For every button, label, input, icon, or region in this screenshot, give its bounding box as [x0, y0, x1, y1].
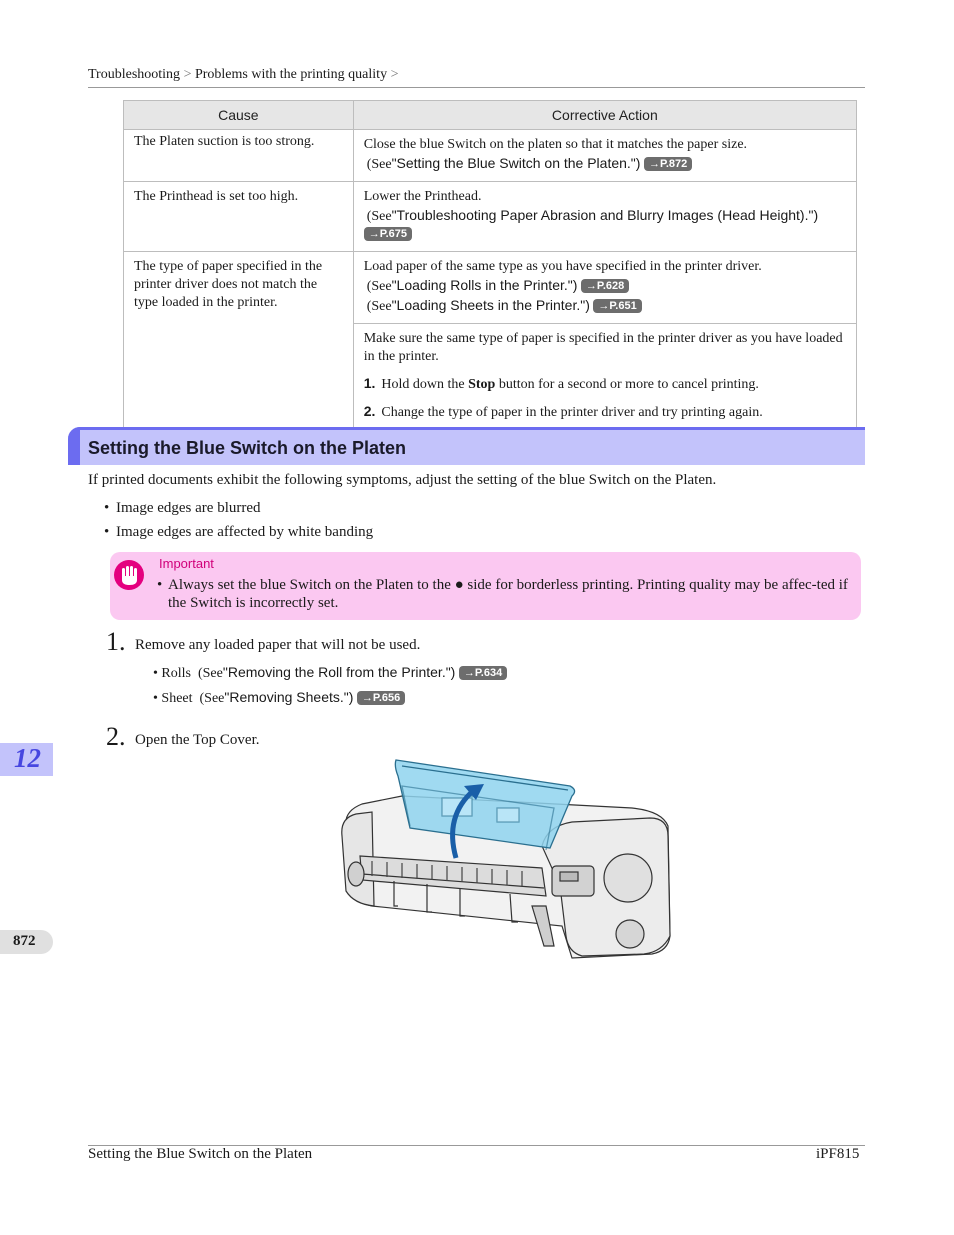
page-number: 872 [13, 933, 36, 949]
sub-step [364, 374, 847, 394]
reference-link[interactable]: "Setting the Blue Switch on the Platen.") [391, 155, 641, 171]
breadcrumb-printing-quality[interactable]: Problems with the printing quality [194, 67, 388, 82]
see-prefix: (See [197, 666, 223, 681]
reference-link[interactable]: "Loading Sheets in the Printer.") [391, 297, 590, 313]
section-title: Setting the Blue Switch on the Platen [88, 438, 407, 458]
bullet-icon: • [104, 500, 110, 516]
important-text [157, 576, 857, 612]
printer-open-cover-illustration [332, 756, 672, 962]
bullet-icon: • [153, 691, 158, 706]
action-cell [353, 182, 856, 252]
see-reference [364, 206, 847, 226]
see-prefix: (See [366, 157, 392, 172]
important-notice [110, 552, 861, 620]
page-link-badge[interactable]: →P.872 [644, 157, 692, 171]
table-header-row [124, 101, 857, 130]
see-prefix: (See [199, 691, 225, 706]
action-cell [353, 324, 856, 431]
footer-section-title: Setting the Blue Switch on the Platen [88, 1146, 313, 1162]
section-accent-bar [68, 427, 80, 465]
cause-cell: The Platen suction is too strong. [124, 130, 354, 182]
stop-button-name: Stop [468, 377, 496, 392]
see-reference [364, 276, 847, 296]
reference-link[interactable]: "Loading Rolls in the Printer.") [391, 277, 578, 293]
bullet-icon: • [153, 666, 158, 681]
list-item [153, 689, 405, 707]
header-rule [88, 87, 865, 88]
breadcrumb-separator: > [390, 67, 399, 82]
action-text: Make sure the same type of paper is specified in the printer driver as you have loaded in the printer. [363, 331, 843, 364]
cause-cell: The Printhead is set too high. [124, 182, 354, 252]
step-number: 1. [106, 627, 126, 656]
sub-step-number: 2. [363, 403, 376, 419]
see-prefix: (See [366, 299, 392, 314]
step-number: 2. [106, 722, 126, 751]
see-prefix: (See [366, 279, 392, 294]
action-text: Close the blue Switch on the platen so that it matches the paper size. [363, 137, 748, 152]
page-number-tab [0, 930, 53, 954]
cause-cell: The type of paper specified in the printer driver does not match the type loaded in the printer. [124, 252, 354, 431]
step-text: Remove any loaded paper that will not be used. [135, 637, 421, 653]
action-cell [353, 252, 856, 324]
stop-hand-icon [114, 560, 144, 590]
sub-step [364, 402, 847, 422]
page-link-badge[interactable]: →P.628 [581, 279, 629, 293]
sub-step-text: button for a second or more to cancel printing. [498, 377, 759, 392]
cause-action-table [123, 100, 857, 432]
action-text: Lower the Printhead. [363, 189, 482, 204]
see-reference [364, 154, 847, 174]
page-link-badge[interactable]: →P.656 [357, 691, 405, 705]
table-row [124, 182, 857, 252]
table-row [124, 130, 857, 182]
intro-paragraph: If printed documents exhibit the following symptoms, adjust the setting of the blue Switch on the Platen. [88, 472, 717, 488]
action-text: Load paper of the same type as you have specified in the printer driver. [363, 259, 762, 274]
see-prefix: (See [366, 209, 392, 224]
important-body: Always set the blue Switch on the Platen to the ● side for borderless printing. Printing quality may be affec-ted if the Switch is incorrectly set. [168, 577, 848, 611]
header-corrective-action: Corrective Action [353, 101, 856, 130]
section-heading [68, 427, 865, 465]
page-link-badge[interactable]: →P.634 [459, 666, 507, 680]
breadcrumb [88, 67, 398, 83]
list-item [104, 524, 373, 541]
bullet-icon: • [104, 524, 110, 540]
reference-link[interactable]: "Troubleshooting Paper Abrasion and Blurry Images (Head Height).") [391, 207, 819, 223]
reference-link[interactable]: "Removing Sheets.") [224, 689, 354, 705]
action-cell [353, 130, 856, 182]
table-row [124, 252, 857, 324]
chapter-number: 12 [14, 743, 41, 773]
list-item [104, 500, 261, 517]
step-text: Open the Top Cover. [135, 732, 260, 748]
header-cause: Cause [124, 101, 354, 130]
chapter-tab[interactable] [0, 743, 53, 776]
list-item [153, 664, 507, 682]
sub-label: Sheet [161, 691, 193, 706]
bullet-icon: • [157, 577, 163, 593]
breadcrumb-separator: > [183, 67, 192, 82]
sub-label: Rolls [161, 666, 191, 681]
page-link-badge[interactable]: →P.651 [593, 299, 641, 313]
see-reference [364, 296, 847, 316]
list-item-text: Image edges are blurred [116, 500, 261, 516]
list-item-text: Image edges are affected by white banding [116, 524, 374, 540]
sub-step-number: 1. [363, 375, 376, 391]
sub-step-text: Change the type of paper in the printer driver and try printing again. [381, 405, 763, 420]
sub-step-text: Hold down the [381, 377, 465, 392]
footer-model-name: iPF815 [816, 1146, 860, 1162]
page-link-badge[interactable]: →P.675 [364, 227, 412, 241]
important-label: Important [159, 556, 214, 571]
reference-link[interactable]: "Removing the Roll from the Printer.") [222, 664, 456, 680]
breadcrumb-troubleshooting[interactable]: Troubleshooting [88, 67, 181, 82]
